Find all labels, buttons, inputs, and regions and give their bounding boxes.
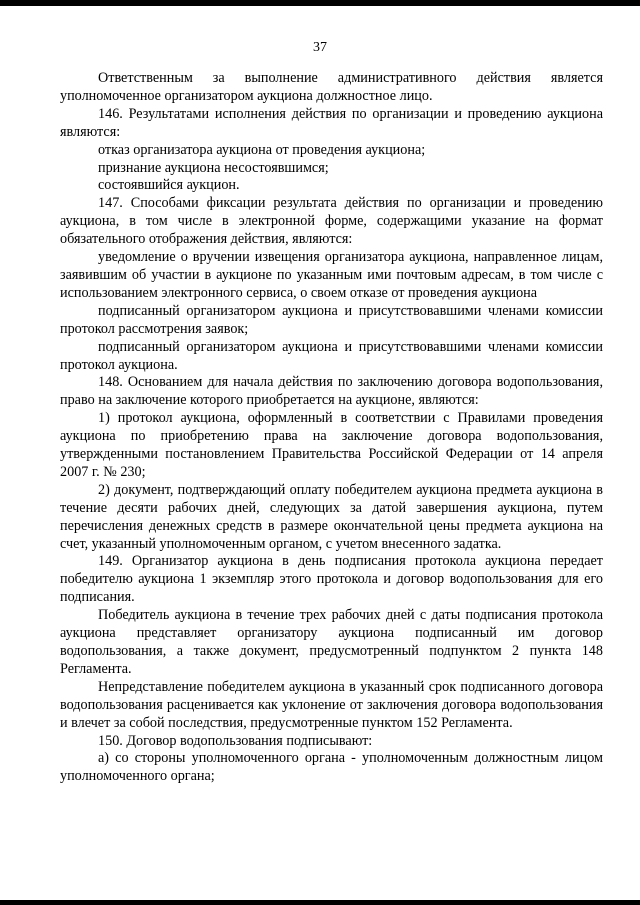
paragraph-148-item-2: 2) документ, подтверждающий оплату победителем аукциона предмета аукциона в течение десяти рабочих дней, следующих за датой завершения аукциона, путем перечисления денежных средств в размере окончательной цены предмета аукциона на счет, указанный уполномоченным органом, с учетом внесенного задатка.	[60, 481, 603, 552]
scan-top-edge	[0, 0, 640, 6]
paragraph-146-item-held: состоявшийся аукцион.	[98, 177, 240, 194]
paragraph-149-winner: Победитель аукциона в течение трех рабочих дней с даты подписания протокола аукциона представляет организатору аукциона подписанный им договор водопользования, а также документ, предусмотренный подпунктом 2 пункта 148 Регламента.	[60, 607, 603, 677]
paragraph-150-item-a: а) со стороны уполномоченного органа - уполномоченным должностным лицом уполномоченного органа;	[60, 750, 603, 785]
scan-bottom-edge	[0, 900, 640, 905]
page-number: 37	[313, 40, 327, 55]
paragraph-146-item-refusal: отказ организатора аукциона от проведения аукциона;	[98, 141, 426, 158]
paragraph-149: 149. Организатор аукциона в день подписания протокола аукциона передает победителю аукциона 1 экземпляр этого протокола и договор водопользования для его подписания.	[60, 553, 603, 606]
paragraph-147-item-notification: уведомление о вручении извещения организатора аукциона, направленное лицам, заявившим об участии в аукционе по указанным ими почтовым адресам, в том числе с использованием электронного сервиса, о своем отказе от проведения аукциона	[60, 249, 603, 301]
paragraph-148: 148. Основанием для начала действия по заключению договора водопользования, право на заключение которого приобретается на аукционе, являются:	[60, 374, 603, 409]
paragraph-147-item-auction-protocol: подписанный организатором аукциона и присутствовавшими членами комиссии протокол аукциона.	[60, 338, 603, 373]
paragraph-147: 147. Способами фиксации результата действия по организации и проведению аукциона, в том числе в электронной форме, содержащими указание на формат обязательного отображения действия, являются:	[60, 195, 603, 248]
paragraph-146: 146. Результатами исполнения действия по организации и проведению аукциона являются:	[60, 105, 603, 140]
paragraph-responsible-person: Ответственным за выполнение административного действия является уполномоченное организатором аукциона должностное лицо.	[60, 70, 603, 104]
document-body	[60, 70, 603, 786]
paragraph-150: 150. Договор водопользования подписывают:	[98, 732, 373, 749]
paragraph-148-item-1: 1) протокол аукциона, оформленный в соответствии с Правилами проведения аукциона по приобретению права на заключение договора водопользования, утвержденными постановлением Правительства Российской Федерации от 14 апреля 2007 г. № 230;	[60, 410, 603, 480]
paragraph-149-non-submission: Непредставление победителем аукциона в указанный срок подписанного договора водопользования расценивается как уклонение от заключения договора водопользования и влечет за собой последствия, предусмотренные пунктом 152 Регламента.	[60, 678, 603, 731]
paragraph-146-item-failed: признание аукциона несостоявшимся;	[98, 159, 329, 176]
paragraph-147-item-review-protocol: подписанный организатором аукциона и присутствовавшими членами комиссии протокол рассмотрения заявок;	[60, 302, 603, 337]
